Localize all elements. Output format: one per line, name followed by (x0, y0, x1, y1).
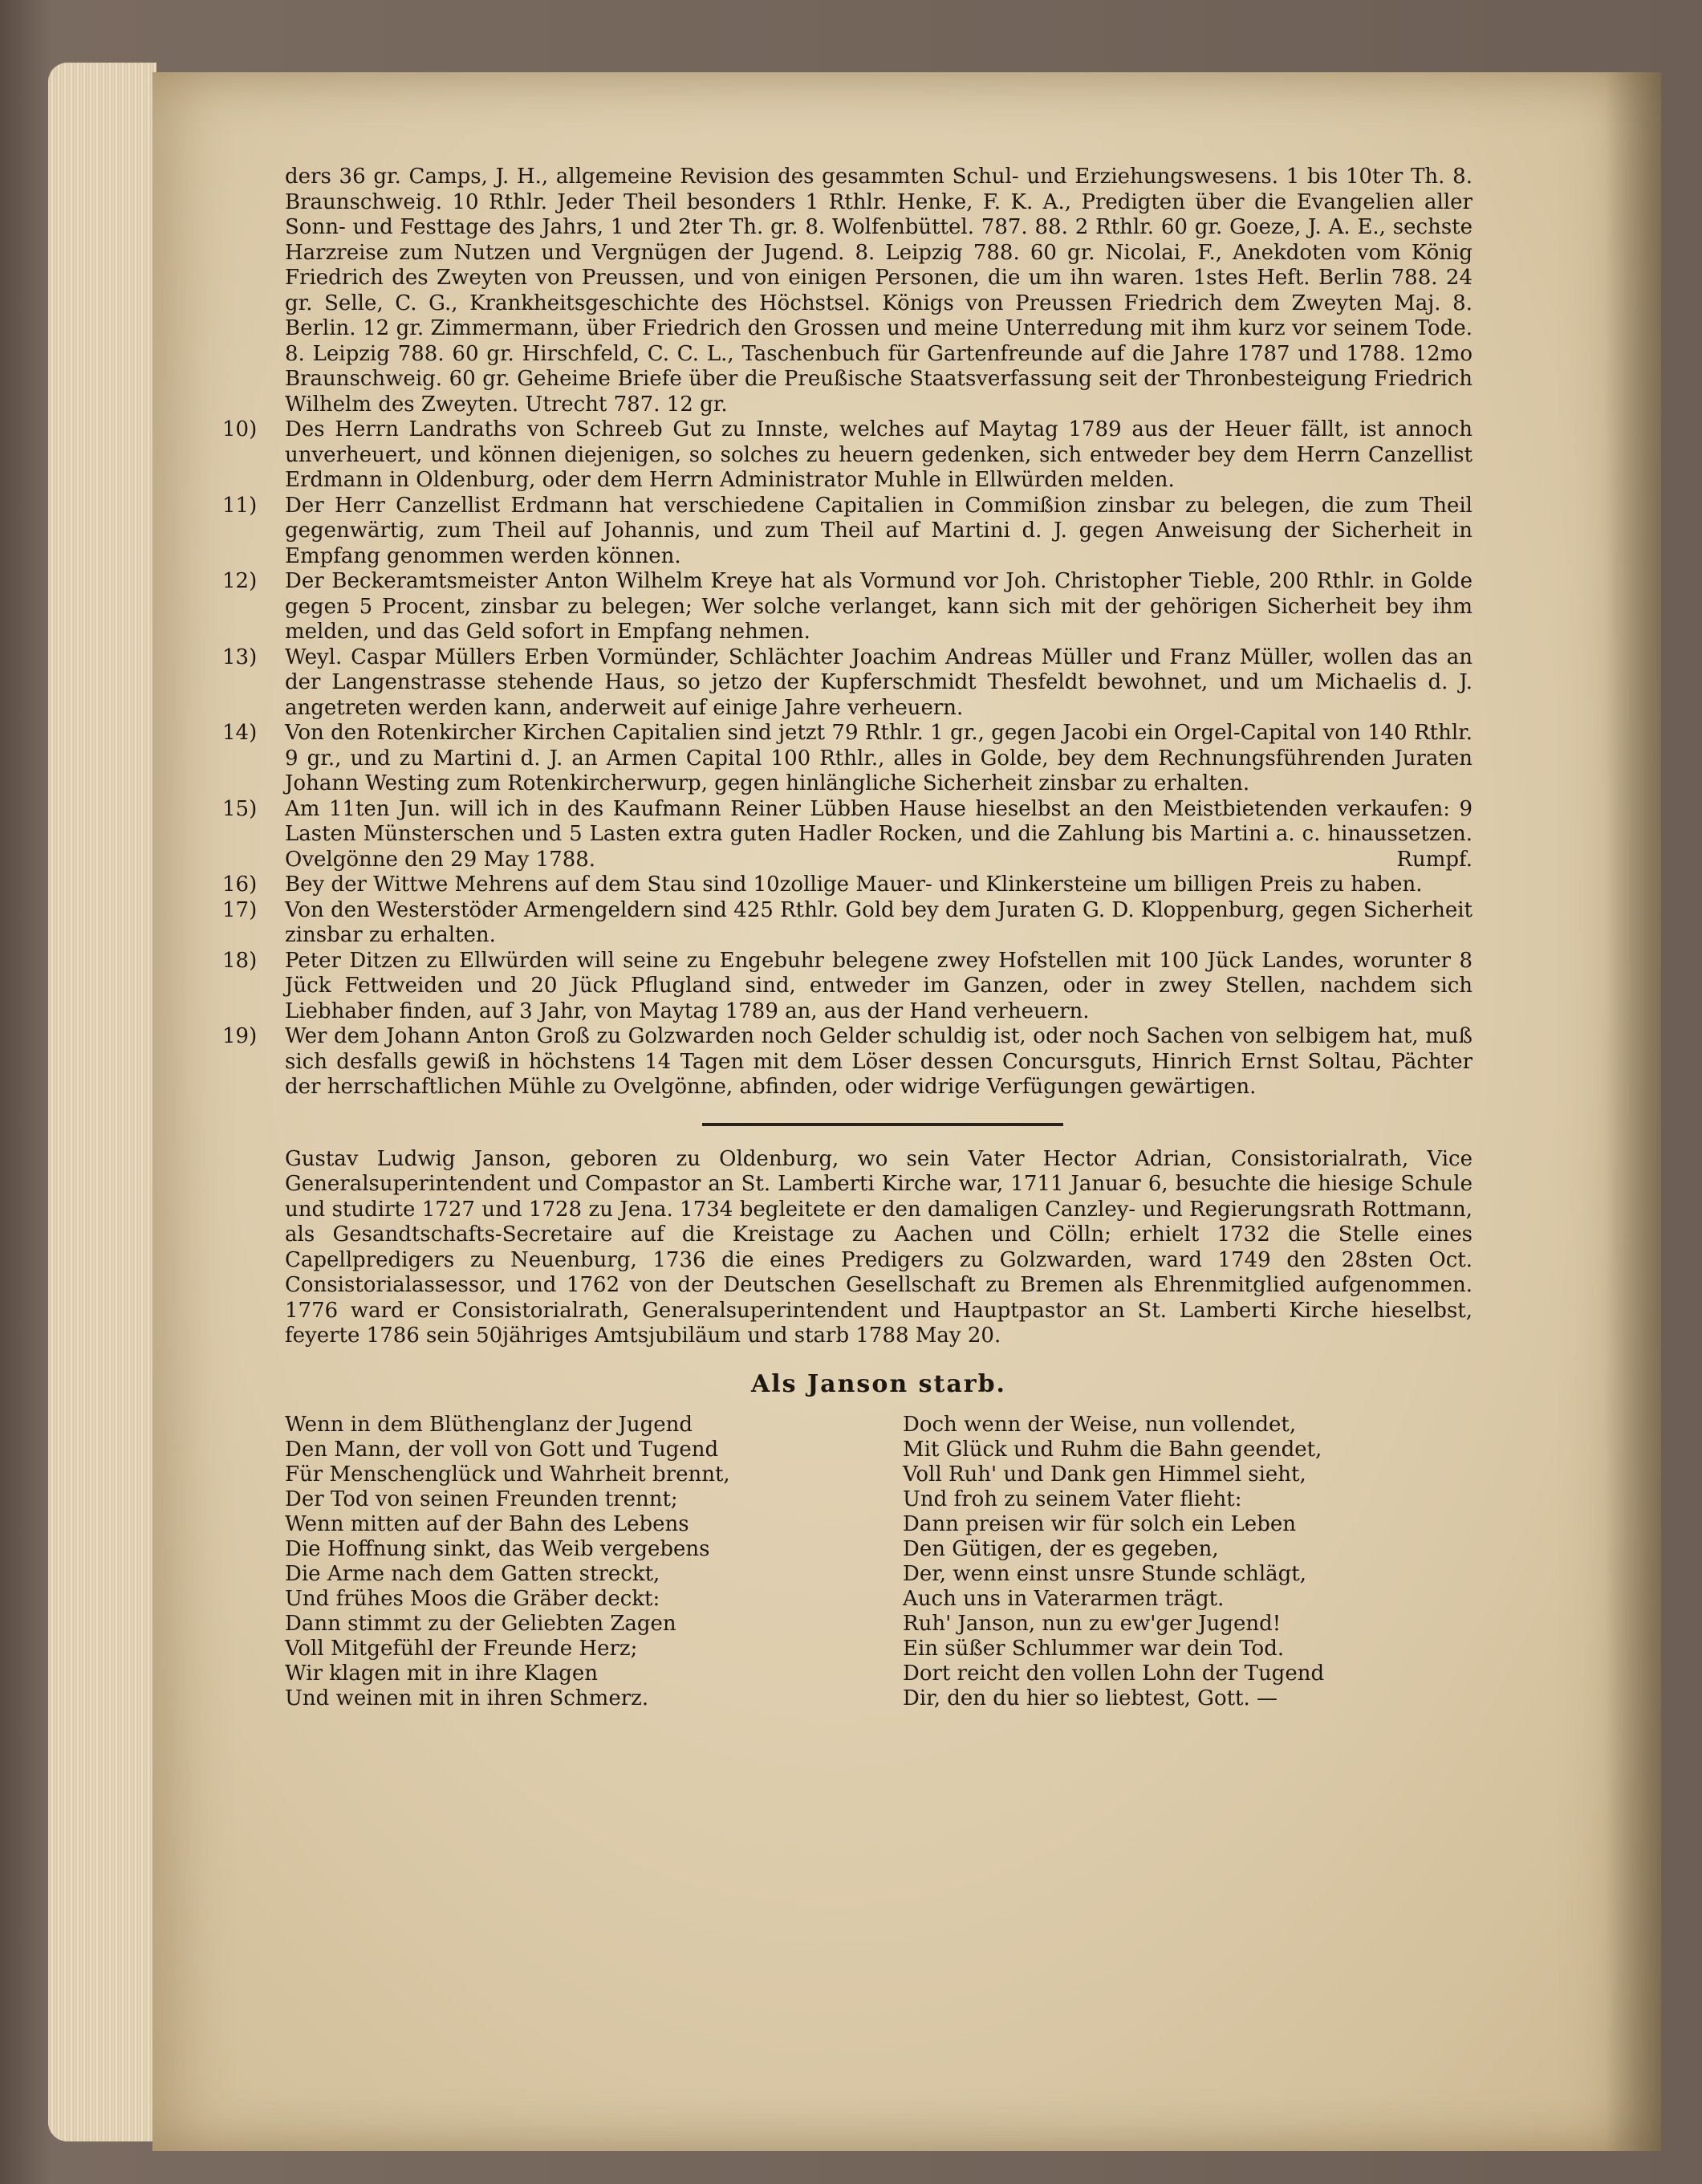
notice-number: 14) (222, 721, 258, 745)
notice-body: Von den Westerstöder Armengeldern sind 425 Rthlr. Gold bey dem Juraten G. D. Kloppenburg, gegen Sicherheit zinsbar zu erhalten. (285, 897, 1472, 947)
notice-number: 18) (222, 948, 258, 973)
notice-body: Der Herr Canzellist Erdmann hat verschiedene Capitalien in Commißion zinsbar zu belegen, die zum Theil gegenwärtig, zum Theil auf Johannis, und zum Theil auf Martini d. J. gegen Anweisung der Sicherheit in Empfang genommen werden können. (285, 493, 1472, 568)
notice-body: Weyl. Caspar Müllers Erben Vormünder, Schlächter Joachim Andreas Müller und Franz Müller, wollen das an der Langenstrasse stehende Haus, so jetzo der Kupferschmidt Thesfeldt bewohnet, und um Michaelis d. J. angetreten werden kann, anderweit auf einige Jahre verheuern. (285, 645, 1472, 720)
notice-entry (222, 417, 1472, 494)
poem-line: Doch wenn der Weise, nun vollendet, (903, 1413, 1297, 1437)
poem-line: Für Menschenglück und Wahrheit brennt, (285, 1462, 730, 1487)
notice-entry (222, 796, 1472, 873)
notice-body: Des Herrn Landraths von Schreeb Gut zu Innste, welches auf Maytag 1789 aus der Heuer fällt, ist annoch unverheuert, und können diejenigen, so solches zu heuern gedenken, sich entweder bey dem Herrn Canzellist Erdmann in Oldenburg, oder dem Herrn Administrator Muhle in Ellwürden melden. (285, 417, 1472, 492)
notice-entry (222, 1024, 1472, 1100)
poem (285, 1413, 1472, 1711)
notice-body: Bey der Wittwe Mehrens auf dem Stau sind 10zollige Mauer- und Klinkersteine um billigen Preis zu haben. (285, 872, 1423, 897)
poem-line: Und froh zu seinem Vater flieht: (903, 1487, 1242, 1511)
poem-line: Dann preisen wir für solch ein Leben (903, 1512, 1296, 1536)
notice-text (285, 949, 1472, 1025)
notice-signature: Rumpf. (1396, 847, 1472, 872)
poem-column-left (285, 1413, 855, 1711)
poem-line: Voll Ruh' und Dank gen Himmel sieht, (903, 1462, 1306, 1487)
notice-text (285, 417, 1472, 494)
page-gutter-shadow (1605, 72, 1661, 2151)
notice-text (285, 872, 1472, 898)
poem-line: Ein süßer Schlummer war dein Tod. (903, 1637, 1285, 1661)
poem-line: Die Arme nach dem Gatten streckt, (285, 1562, 660, 1586)
notice-number: 12) (222, 569, 258, 593)
notice-entry (222, 645, 1472, 722)
poem-line: Dir, den du hier so liebtest, Gott. — (903, 1686, 1278, 1710)
page-text (222, 165, 1472, 1711)
notice-entry (222, 948, 1472, 1025)
notice-text (285, 1024, 1472, 1100)
notice-number: 11) (222, 493, 258, 518)
poem-line: Wenn in dem Blüthenglanz der Jugend (285, 1413, 693, 1437)
notice-entry (222, 569, 1472, 645)
poem-line: Dann stimmt zu der Geliebten Zagen (285, 1612, 676, 1636)
poem-line: Dort reicht den vollen Lohn der Tugend (903, 1661, 1325, 1686)
poem-title: Als Janson starb. (750, 1369, 1007, 1398)
notice-body: Wer dem Johann Anton Groß zu Golzwarden noch Gelder schuldig ist, oder noch Sachen von selbigem hat, muß sich desfalls gewiß in höchstens 14 Tagen mit dem Löser dessen Concursguts, Hinrich Ernst Soltau, Pächter der herrschaftlichen Mühle zu Ovelgönne, abfinden, oder widrige Verfügungen gewärtigen. (285, 1024, 1472, 1099)
poem-line: Der, wenn einst unsre Stunde schlägt, (903, 1562, 1307, 1586)
notice-text (285, 721, 1472, 797)
notice-entry (222, 721, 1472, 797)
notice-text (285, 494, 1472, 570)
book-list-paragraph: ders 36 gr. Camps, J. H., allgemeine Revision des gesammten Schul- und Erziehungswesens. 1 bis 10ter Th. 8. Braunschweig. 10 Rthlr. Jeder Theil besonders 1 Rthlr. Henke, F. K. A., Predigten über die Evangelien aller Sonn- und Festtage des Jahrs, 1 und 2ter Th. gr. 8. Wolfenbüttel. 787. 88. 2 Rthlr. 60 gr. Goeze, J. A. E., sechste Harzreise zum Nutzen und Vergnügen der Jugend. 8. Leipzig 788. 60 gr. Nicolai, F., Anekdoten vom König Friedrich des Zweyten von Preussen, und von einigen Personen, die um ihn waren. 1stes Heft. Berlin 788. 24 gr. Selle, C. G., Krankheitsgeschichte des Höchstsel. Königs von Preussen Friedrich dem Zweyten Maj. 8. Berlin. 12 gr. Zimmermann, über Friedrich den Grossen und meine Unterredung mit ihm kurz vor seinem Tode. 8. Leipzig 788. 60 gr. Hirschfeld, C. C. L., Taschenbuch für Gartenfreunde auf die Jahre 1787 und 1788. 12mo Braunschweig. 60 gr. Geheime Briefe über die Preußische Staatsverfassung seit der Thronbesteigung Friedrich Wilhelm des Zweyten. Utrecht 787. 12 gr. (285, 165, 1472, 417)
notice-text (285, 645, 1472, 722)
poem-line: Wenn mitten auf der Bahn des Lebens (285, 1512, 689, 1536)
poem-line: Und weinen mit in ihren Schmerz. (285, 1686, 649, 1710)
notice-text (285, 569, 1472, 645)
notice-number: 17) (222, 897, 258, 922)
notice-text (285, 797, 1472, 873)
poem-line: Mit Glück und Ruhm die Bahn geendet, (903, 1438, 1322, 1462)
poem-line: Ruh' Janson, nun zu ew'ger Jugend! (903, 1612, 1282, 1636)
notice-number: 16) (222, 872, 258, 897)
notice-entry (222, 897, 1472, 949)
notice-number: 19) (222, 1024, 258, 1048)
notice-number: 15) (222, 796, 258, 821)
poem-line: Und frühes Moos die Gräber deckt: (285, 1587, 660, 1611)
poem-column-right (903, 1413, 1472, 1711)
notice-body: Peter Ditzen zu Ellwürden will seine zu Engebuhr belegene zwey Hofstellen mit 100 Jück Landes, worunter 8 Jück Fettweiden und 20 Jück Pflugland sind, entweder im Ganzen, oder in zwey Stellen, nachdem sich Liebhaber finden, auf 3 Jahr, von Maytag 1789 an, aus der Hand verheuern. (285, 948, 1472, 1023)
poem-line: Wir klagen mit in ihre Klagen (285, 1661, 599, 1686)
notice-number: 13) (222, 645, 258, 669)
poem-line: Die Hoffnung sinkt, das Weib vergebens (285, 1537, 710, 1561)
poem-line: Den Gütigen, der es gegeben, (903, 1537, 1219, 1561)
notice-body: Der Beckeramtsmeister Anton Wilhelm Kreye hat als Vormund vor Joh. Christopher Tieble, 200 Rthlr. in Golde gegen 5 Procent, zinsbar zu belegen; Wer solche verlanget, kann sich mit der gehörigen Sicherheit bey ihm melden, und das Geld sofort in Empfang nehmen. (285, 569, 1472, 644)
notice-body: Von den Rotenkircher Kirchen Capitalien sind jetzt 79 Rthlr. 1 gr., gegen Jacobi ein Orgel-Capital von 140 Rthlr. 9 gr., und zu Martini d. J. an Armen Capital 100 Rthlr., alles in Golde, bey dem Rechnungsführenden Juraten Johann Westing zum Rotenkircherwurp, gegen hinlängliche Sicherheit zinsbar zu erhalten. (285, 721, 1472, 795)
notice-body: Am 11ten Jun. will ich in des Kaufmann Reiner Lübben Hause hieselbst an den Meistbietenden verkaufen: 9 Lasten Münsterschen und 5 Lasten extra guten Hadler Rocken, und die Zahlung bis Martini a. c. hinaussetzen. Ovelgönne den 29 May 1788. (285, 796, 1472, 872)
notice-number: 10) (222, 417, 258, 441)
poem-line: Auch uns in Vaterarmen trägt. (903, 1587, 1225, 1611)
notice-entry (222, 493, 1472, 570)
biography-paragraph: Gustav Ludwig Janson, geboren zu Oldenburg, wo sein Vater Hector Adrian, Consistorialrath, Vice Generalsuperintendent und Compastor an St. Lamberti Kirche war, 1711 Januar 6, besuchte die hiesige Schule und studirte 1727 und 1728 zu Jena. 1734 begleitete er den damaligen Canzley- und Regierungsrath Rottmann, als Gesandtschafts-Secretaire auf die Kreistage zu Aachen und Cölln; erhielt 1732 die Stelle eines Capellpredigers zu Neuenburg, 1736 die eines Predigers zu Golzwarden, ward 1749 den 28sten Oct. Consistorialassessor, und 1762 von der Deutschen Gesellschaft zu Bremen als Ehrenmitglied aufgenommen. 1776 ward er Consistorialrath, Generalsuperintendent und Hauptpastor an St. Lamberti Kirche hieselbst, feyerte 1786 sein 50jähriges Amtsjubiläum und starb 1788 May 20. (285, 1146, 1472, 1348)
notice-text (285, 898, 1472, 949)
poem-line: Voll Mitgefühl der Freunde Herz; (285, 1637, 638, 1661)
page-edges (48, 63, 156, 2141)
notice-list (222, 417, 1472, 1100)
notice-entry (222, 872, 1472, 898)
poem-line: Der Tod von seinen Freunden trennt; (285, 1487, 678, 1511)
poem-line: Den Mann, der voll von Gott und Tugend (285, 1438, 719, 1462)
section-divider (285, 1108, 1472, 1137)
